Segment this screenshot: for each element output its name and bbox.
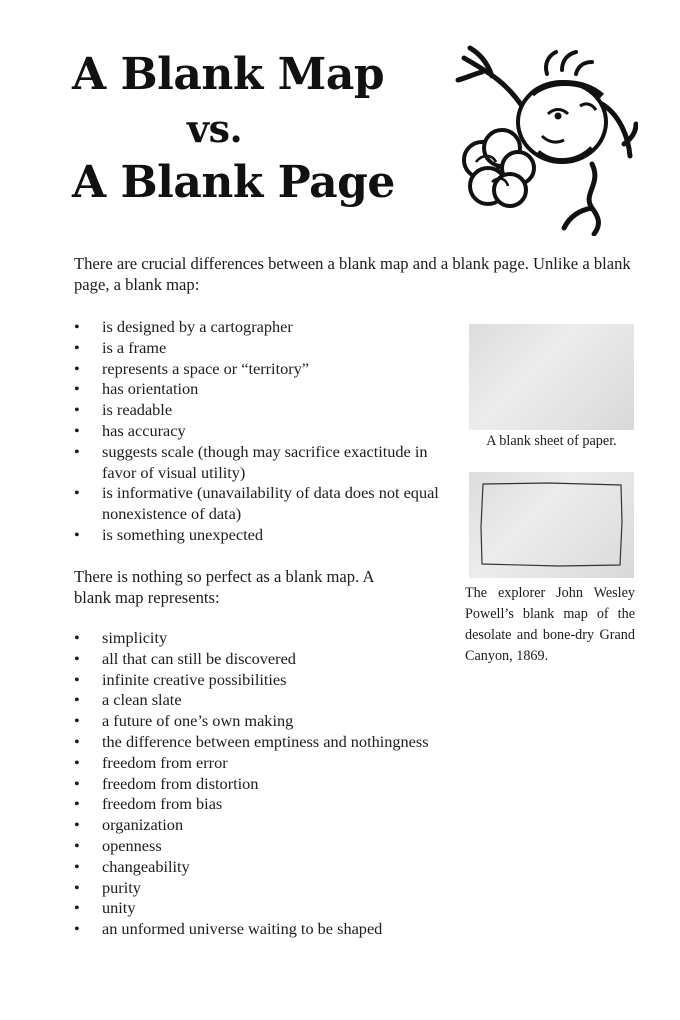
list-item: • suggests scale (though may sacrifice exactitude in favor of visual utility) [74,441,428,482]
list-item: • simplicity [74,628,168,647]
bullet-icon: • [74,358,80,378]
bullet-icon: • [74,524,80,544]
list-item: • a clean slate [74,690,182,710]
bullet-icon: • [74,628,80,647]
bullet-icon: • [74,731,80,751]
page-title [72,48,432,210]
blank-paper-image [469,324,634,430]
intro-paragraph: There are crucial differences between a blank map and a blank page. Unlike a blank page, a blank map: [74,254,631,294]
list-item: • organization [74,815,184,835]
list-item: • is informative (unavailability of data does not equal nonexistence of data) [74,483,439,524]
bullet-icon: • [74,690,80,710]
list-item: • an unformed universe waiting to be shaped [74,919,383,939]
bullet-icon: • [74,669,80,689]
list-item: • has orientation [74,379,199,399]
bullet-icon: • [74,835,80,855]
map-caption: The explorer John Wesley Powell’s blank map of the desolate and bone-dry Grand Canyon, 1869. [465,585,635,664]
map-border-icon [469,472,634,578]
list-item: • changeability [74,856,190,876]
bullet-icon: • [74,856,80,876]
wind-face-icon [452,44,638,236]
bullet-icon: • [74,317,80,336]
bullet-icon: • [74,711,80,731]
list-item: • unity [74,898,136,918]
bullet-icon: • [74,794,80,814]
list-item: • all that can still be discovered [74,648,296,668]
bullet-icon: • [74,379,80,399]
title-line-1: A Blank Map [72,49,385,100]
list-item: • has accuracy [74,420,186,440]
blank-map-image [469,472,634,578]
list-item: • is designed by a cartographer [74,317,293,336]
title-line-2: vs. [187,106,243,151]
bullet-icon: • [74,648,80,668]
list-item: • a future of one’s own making [74,711,294,731]
bullet-icon: • [74,919,80,939]
blank-map-represents-list [74,628,474,940]
bullet-icon: • [74,483,80,503]
title-line-3: A Blank Page [72,157,395,208]
list-item: • is readable [74,400,173,420]
list-item: • is something unexpected [74,524,263,544]
list-item: • freedom from bias [74,794,223,814]
bullet-icon: • [74,441,80,461]
list-item: • represents a space or “territory” [74,358,310,378]
bullet-icon: • [74,420,80,440]
list-item: • purity [74,877,141,897]
bullet-icon: • [74,877,80,897]
bullet-icon: • [74,400,80,420]
bullet-icon: • [74,898,80,918]
bullet-icon: • [74,773,80,793]
list-item: • freedom from error [74,752,228,772]
list-item: • the difference between emptiness and nothingness [74,731,429,751]
list-item: • is a frame [74,337,167,357]
bullet-icon: • [74,337,80,357]
list-item: • freedom from distortion [74,773,259,793]
bullet-icon: • [74,752,80,772]
blank-map-paragraph: There is nothing so perfect as a blank map. A blank map represents: [74,567,374,607]
list-item: • infinite creative possibilities [74,669,287,689]
paper-caption: A blank sheet of paper. [486,433,617,449]
bullet-icon: • [74,815,80,835]
blank-map-qualities-list [74,317,444,546]
list-item: • openness [74,835,162,855]
